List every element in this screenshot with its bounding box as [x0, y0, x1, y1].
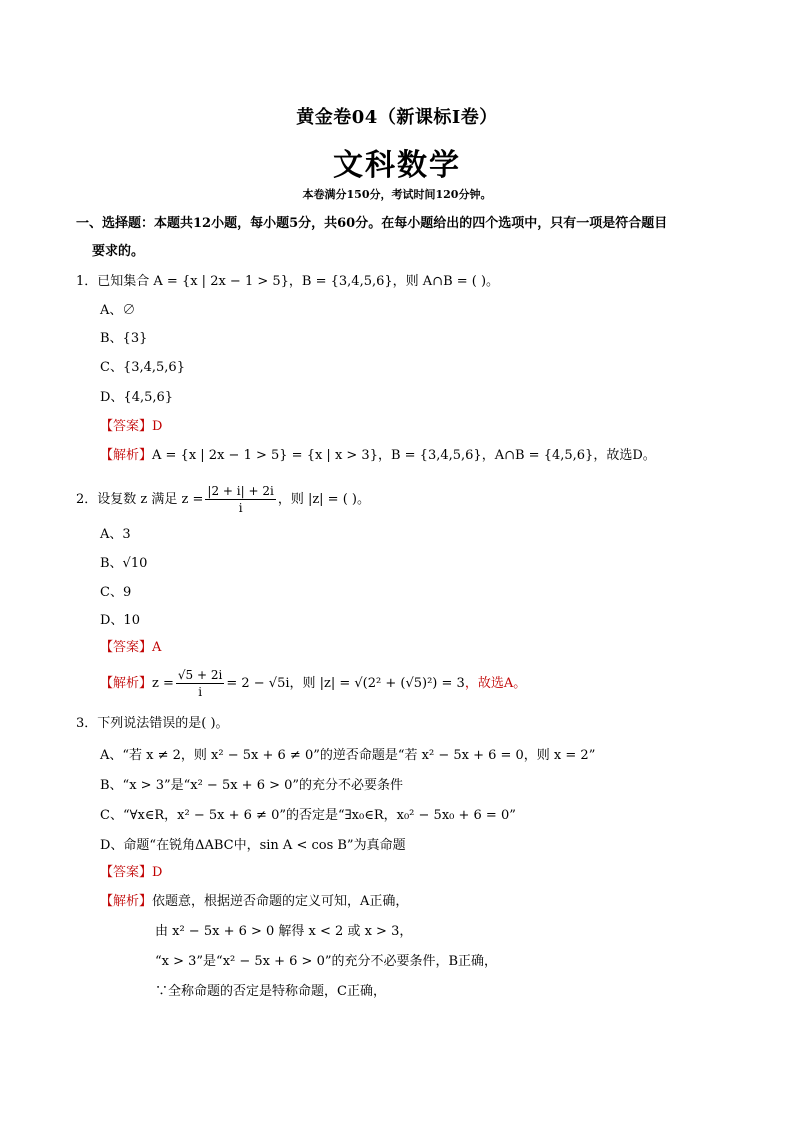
fraction-numerator: √5 + 2i	[177, 668, 223, 682]
analysis-text: z =	[152, 676, 174, 691]
question-1-option-b: B、{3}	[100, 331, 148, 346]
answer-tag: 【答案】	[100, 640, 153, 655]
analysis-tag: 【解析】	[100, 676, 153, 691]
question-1-option-d: D、{4,5,6}	[100, 390, 174, 405]
question-1-stem: 1．已知集合 A = {x | 2x − 1 > 5}，B = {3,4,5,6}，则 A∩B = ( )。	[76, 274, 500, 289]
section-heading: 一、选择题：本题共12小题，每小题5分，共60分。在每小题给出的四个选项中，只有一项是符合题目	[76, 216, 668, 231]
analysis-tag: 【解析】	[100, 448, 153, 463]
stem-text-end: ，则 |z| = ( )。	[277, 492, 370, 507]
question-3-analysis-line-3: “x > 3”是“x² − 5x + 6 > 0”的充分不必要条件，B正确，	[155, 954, 498, 969]
question-1-option-c: C、{3,4,5,6}	[100, 360, 185, 375]
question-1-answer	[100, 417, 162, 437]
answer-value: D	[152, 419, 163, 434]
fraction-denominator: i	[198, 685, 203, 699]
question-1-option-a: A、∅	[100, 303, 136, 318]
question-3-option-b: B、“x > 3”是“x² − 5x + 6 > 0”的充分不必要条件	[100, 778, 404, 793]
question-3-option-a: A、“若 x ≠ 2，则 x² − 5x + 6 ≠ 0”的逆否命题是“若 x² − 5x + 6 = 0，则 x = 2”	[100, 748, 596, 763]
question-3-analysis-line-2: 由 x² − 5x + 6 > 0 解得 x < 2 或 x > 3，	[155, 924, 413, 939]
question-3-answer	[100, 863, 162, 883]
fraction-numerator: |2 + i| + 2i	[207, 484, 274, 498]
answer-tag: 【答案】	[100, 865, 153, 880]
question-2-stem	[76, 480, 370, 520]
subject-title: 文科数学	[333, 148, 461, 183]
answer-tag: 【答案】	[100, 419, 153, 434]
question-1-analysis	[100, 446, 656, 466]
analysis-text: 依题意，根据逆否命题的定义可知，A正确，	[152, 894, 409, 909]
question-3-analysis-line-4: ∵全称命题的否定是特称命题，C正确，	[155, 984, 386, 999]
stem-text: 2．设复数 z 满足 z =	[76, 492, 204, 507]
fraction-denominator: i	[238, 501, 243, 515]
question-3-option-d: D、命题“在锐角ΔABC中，sin A < cos B”为真命题	[100, 838, 406, 853]
stem-fraction	[205, 483, 275, 516]
answer-value: A	[152, 640, 162, 655]
question-2-option-b: B、√10	[100, 556, 148, 571]
section-heading-cont: 要求的。	[92, 244, 145, 259]
answer-value: D	[152, 865, 163, 880]
analysis-tag: 【解析】	[100, 894, 153, 909]
question-2-analysis	[100, 664, 526, 704]
analysis-text-end: ，故选A。	[464, 676, 527, 691]
analysis-text: A = {x | 2x − 1 > 5} = {x | x > 3}，B = {3,4,5,6}，A∩B = {4,5,6}，故选D。	[152, 448, 656, 463]
question-3-option-c: C、“∀x∈R，x² − 5x + 6 ≠ 0”的否定是“∃x₀∈R，x₀² − 5x₀ + 6 = 0”	[100, 808, 516, 823]
analysis-fraction	[176, 667, 224, 700]
question-3-stem: 3．下列说法错误的是( )。	[76, 716, 229, 731]
question-3-analysis-line-1	[100, 892, 408, 912]
question-2-option-d: D、10	[100, 613, 140, 628]
question-2-option-a: A、3	[100, 527, 131, 542]
question-2-option-c: C、9	[100, 585, 132, 600]
question-2-answer	[100, 638, 161, 658]
analysis-text-mid: = 2 − √5i，则 |z| = √(2² + (√5)²) = 3	[226, 676, 465, 691]
exam-info: 本卷满分150分，考试时间120分钟。	[302, 188, 492, 201]
exam-title: 黄金卷04（新课标Ⅰ卷）	[296, 107, 498, 128]
